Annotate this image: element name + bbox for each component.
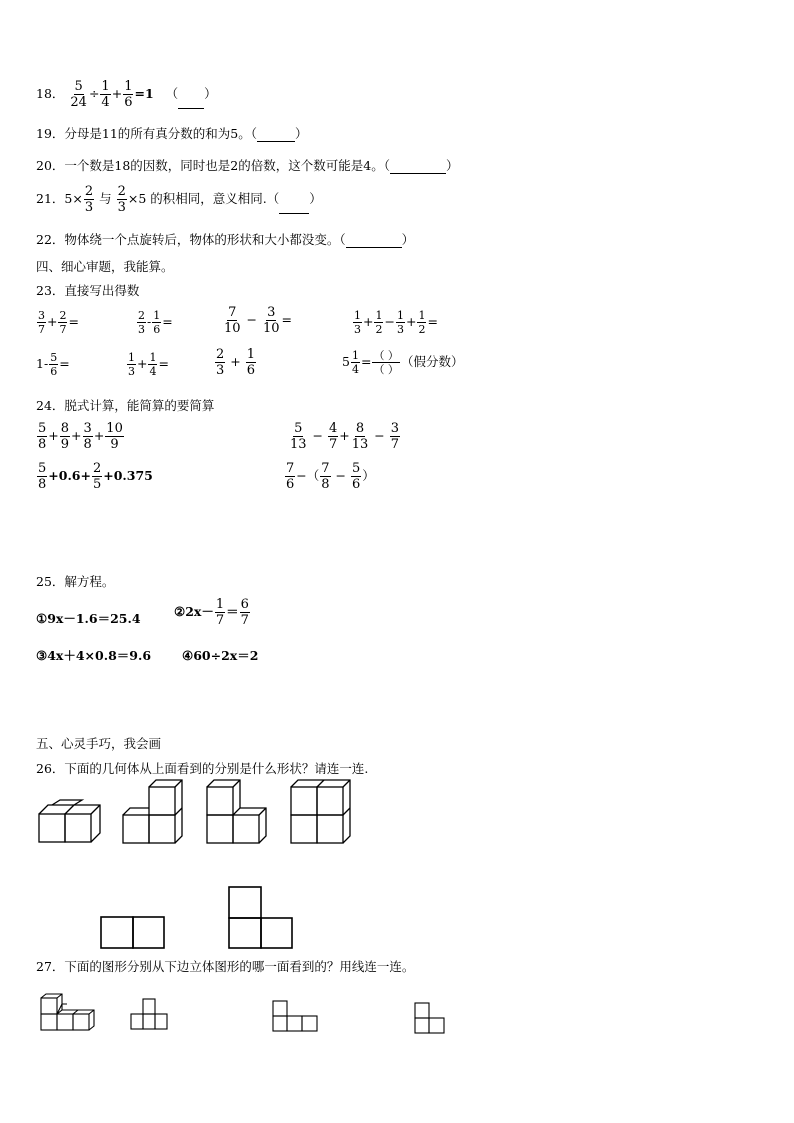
question-21: [36, 185, 322, 214]
answer-blank[interactable]: [390, 163, 446, 174]
paren: （: [165, 86, 179, 101]
q26-view-two-squares: [100, 916, 166, 950]
q23-item-5: 1- $\frac{5}{6}$ =: [36, 351, 70, 378]
paren: ）: [445, 158, 459, 173]
q21-number: 21．: [36, 191, 65, 206]
question-18: [36, 80, 217, 109]
q24-expression-2: $\frac{5}{13}$ − $\frac{4}{7}$ + $\frac{8}{13}$ − $\frac{3}{7}$: [290, 421, 400, 452]
paren: ）: [401, 232, 415, 247]
q26-view-l-shape: [228, 886, 294, 950]
q22-text: 22．物体绕一个点旋转后，物体的形状和大小都没变。（: [36, 232, 346, 247]
q26-solid-3: [206, 783, 268, 845]
q26-solid-1: [38, 800, 100, 844]
answer-blank[interactable]: [346, 237, 402, 248]
paren: ）: [309, 191, 322, 206]
q20-text: 20．一个数是18的因数，同时也是2的倍数，这个数可能是4。（: [36, 158, 390, 173]
q26-solid-4: [290, 783, 352, 845]
equals-one: =1: [134, 86, 154, 101]
q24-expression-1: $\frac{5}{8}$ + $\frac{8}{9}$ + $\frac{3}{8}$ + $\frac{10}{9}$: [38, 421, 123, 452]
q24-expression-3: $\frac{5}{8}$ +0.6+ $\frac{2}{5}$ +0.375: [38, 461, 153, 492]
fraction: $\frac{1}{4}$: [101, 79, 110, 110]
operator: ÷: [88, 86, 100, 101]
answer-blank[interactable]: [257, 131, 295, 142]
question-24-title: 24．脱式计算，能简算的要简算: [36, 398, 215, 413]
q23-item-3: $\frac{7}{10}$ − $\frac{3}{10}$ =: [224, 305, 293, 336]
q23-item-8: 5 $\frac{1}{4}$ = $\frac{( )}{( )}$ （假分数）: [342, 349, 464, 376]
question-27-title: 27．下面的图形分别从下边立体图形的哪一面看到的？用线连一连。: [36, 959, 415, 974]
q27-view-3: [414, 1002, 448, 1036]
fraction: $\frac{2}{3}$: [117, 184, 126, 215]
q23-item-4: $\frac{1}{3}$ + $\frac{1}{2}$ − $\frac{1}{3}$ + $\frac{1}{2}$ =: [354, 309, 438, 336]
q24-expression-4: $\frac{7}{6}$ −（ $\frac{7}{8}$ − $\frac{5}{6}$ ）: [286, 461, 375, 492]
equation-4: ④60÷2x＝2: [182, 648, 259, 663]
question-25-title: 25．解方程。: [36, 574, 115, 589]
paren: ）: [295, 126, 308, 141]
answer-blank[interactable]: [279, 203, 309, 214]
q27-view-1: [130, 998, 170, 1032]
question-23-title: 23．直接写出得数: [36, 283, 140, 298]
q19-text: 19．分母是11的所有真分数的和为5。（: [36, 126, 258, 141]
q23-item-6: $\frac{1}{3}$ + $\frac{1}{4}$ =: [128, 351, 169, 378]
equation-1: ①9x－1.6＝25.4: [36, 611, 141, 626]
q18-number: 18．: [36, 86, 65, 101]
question-22: [36, 230, 414, 248]
q21-text: 与: [95, 191, 116, 206]
q23-item-2: $\frac{2}{3}$ - $\frac{1}{6}$ =: [138, 309, 173, 336]
answer-blank[interactable]: [178, 98, 204, 109]
q26-solid-2: [122, 783, 184, 845]
section-5-heading: 五、心灵手巧，我会画: [36, 736, 162, 751]
q21-text: 5×: [64, 191, 83, 206]
equation-3: ③4x＋4×0.8＝9.6: [36, 648, 152, 663]
fraction: $\frac{2}{3}$: [84, 184, 94, 215]
paren: ）: [204, 86, 217, 101]
question-19: [36, 124, 308, 142]
q27-solid: [40, 994, 100, 1032]
q23-item-7: $\frac{2}{3}$ + $\frac{1}{6}$: [216, 347, 256, 378]
question-26-title: 26．下面的几何体从上面看到的分别是什么形状？请连一连.: [36, 761, 369, 776]
q27-view-2: [272, 1000, 320, 1034]
fraction: $\frac{5}{24}$: [70, 79, 87, 110]
operator: +: [111, 86, 123, 101]
q23-item-1: $\frac{3}{7}$ + $\frac{2}{7}$ =: [38, 309, 79, 336]
fraction: $\frac{1}{6}$: [124, 79, 133, 110]
question-20: [36, 156, 458, 174]
q21-text: ×5 的积相同，意义相同.（: [127, 191, 280, 206]
section-4-heading: 四、细心审题，我能算。: [36, 259, 174, 274]
equation-2: ②2x－ $\frac{1}{7}$ ＝ $\frac{6}{7}$: [174, 597, 249, 628]
